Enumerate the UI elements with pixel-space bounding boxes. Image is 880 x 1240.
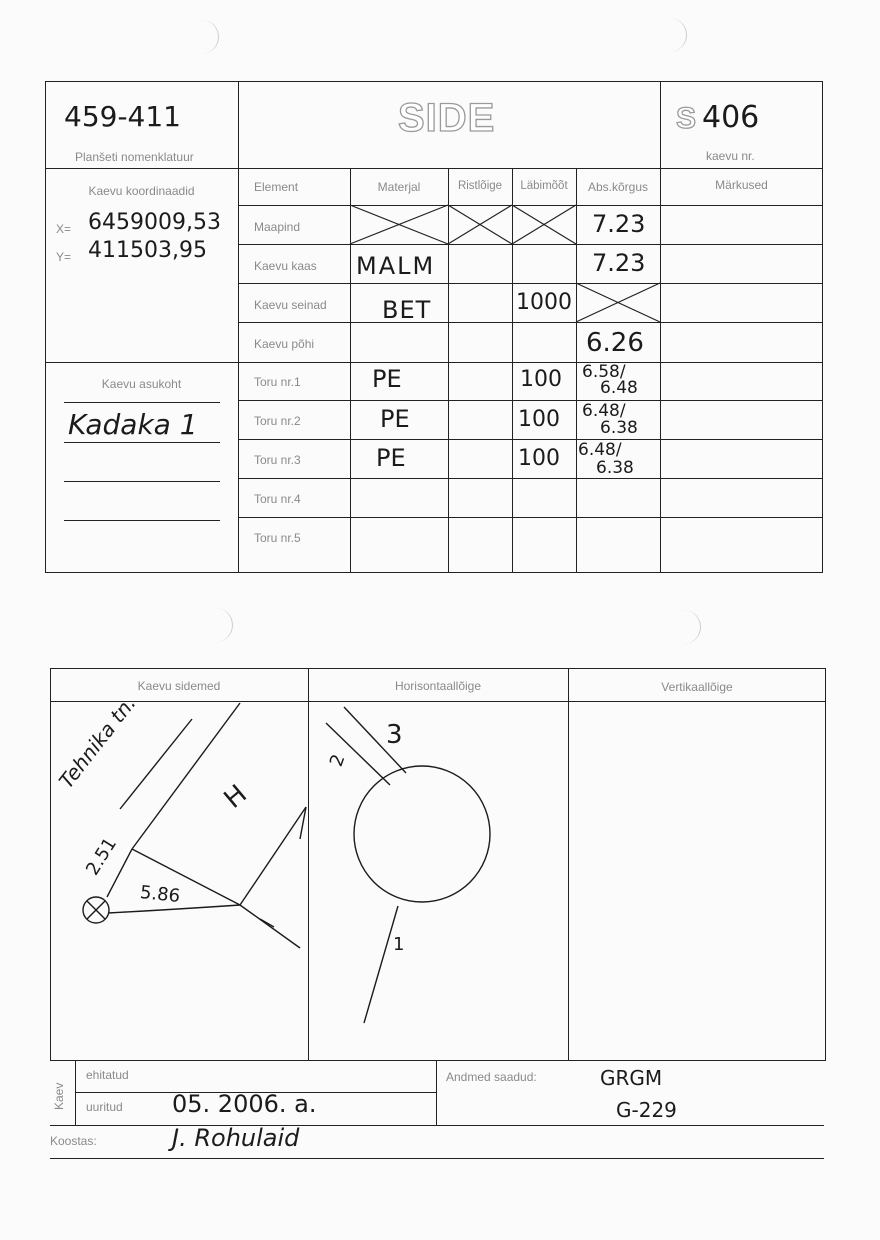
pipe-number: 1 [393,934,405,955]
x-label: X= [56,222,72,236]
row-element: Toru nr.3 [254,453,301,467]
material-value: MALM [356,252,436,280]
y-value: 411503,95 [88,238,207,263]
abs-height-value: 7.23 [592,210,646,238]
well-number: 406 [702,100,760,135]
header-cross-section: Ristlõige [457,180,503,192]
coords-label: Kaevu koordinaadid [88,184,195,198]
plan-number: 459-411 [64,100,181,133]
form-title: SIDE [398,96,496,140]
diameter-value: 1000 [516,290,572,315]
row-element: Kaevu põhi [254,337,315,351]
location-value: Kadaka 1 [68,408,198,441]
material-value: PE [372,365,402,393]
material-value: BET [382,296,432,324]
surveyed-label: uuritud [86,1100,123,1114]
y-label: Y= [56,250,72,264]
col-horizontal-section: Horisontaallõige [394,679,482,693]
material-value: PE [380,405,410,433]
well-prefix: S [676,102,698,135]
well-label: kaevu nr. [706,149,755,163]
abs-height-top: 6.48/ [582,401,626,421]
crossed-cells [0,0,880,600]
abs-height-bottom: 6.48 [600,378,638,398]
row-element: Toru nr.1 [254,375,301,389]
header-abs-height: Abs.kõrgus [587,180,649,194]
abs-height-top: 6.48/ [578,440,622,460]
distance-label: 2.51 [82,834,122,880]
abs-height-value: 7.23 [592,249,646,277]
row-element: Maapind [254,220,301,234]
compiled-label: Koostas: [50,1134,97,1148]
header-diameter: Läbimõõt [520,180,568,192]
data-source-value: G-229 [616,1098,677,1122]
data-source-label: Andmed saadud: [446,1070,537,1084]
surveyed-value: 05. 2006. a. [172,1090,317,1118]
distance-label: 5.86 [139,881,182,908]
house-label: H [218,779,253,815]
row-element: Toru nr.5 [254,531,301,545]
plan-label: Planšeti nomenklatuur [75,150,194,164]
abs-height-value: 6.26 [586,328,644,358]
row-element: Kaevu kaas [254,259,317,273]
abs-height-top: 6.58/ [582,362,626,382]
abs-height-bottom: 6.38 [596,458,634,478]
punch-hole [210,608,233,642]
abs-height-bottom: 6.38 [600,418,638,438]
header-material: Materjal [377,180,421,194]
x-value: 6459009,53 [88,210,221,235]
col-well-ties: Kaevu sidemed [137,679,221,693]
compiled-value: J. Rohulaid [172,1124,300,1152]
data-source-value: GRGM [600,1066,663,1090]
material-value: PE [376,444,406,472]
horizontal-section-sketch [308,701,568,1061]
location-label: Kaevu asukoht [101,377,182,391]
row-element: Toru nr.2 [254,414,301,428]
row-element: Toru nr.4 [254,492,301,506]
pipe-number: 3 [386,720,403,750]
header-notes: Märkused [715,178,768,192]
pipe-number: 2 [325,751,350,770]
street-label: Tehnika tn. [54,691,141,793]
established-label: ehitatud [86,1068,129,1082]
diameter-value: 100 [518,407,560,432]
row-element: Kaevu seinad [254,298,327,312]
diameter-value: 100 [518,446,560,471]
punch-hole [678,610,701,644]
kaev-label: Kaev [52,1082,66,1110]
header-element: Element [254,180,299,194]
col-vertical-section: Vertikaallõige [661,680,733,694]
diameter-value: 100 [520,367,562,392]
